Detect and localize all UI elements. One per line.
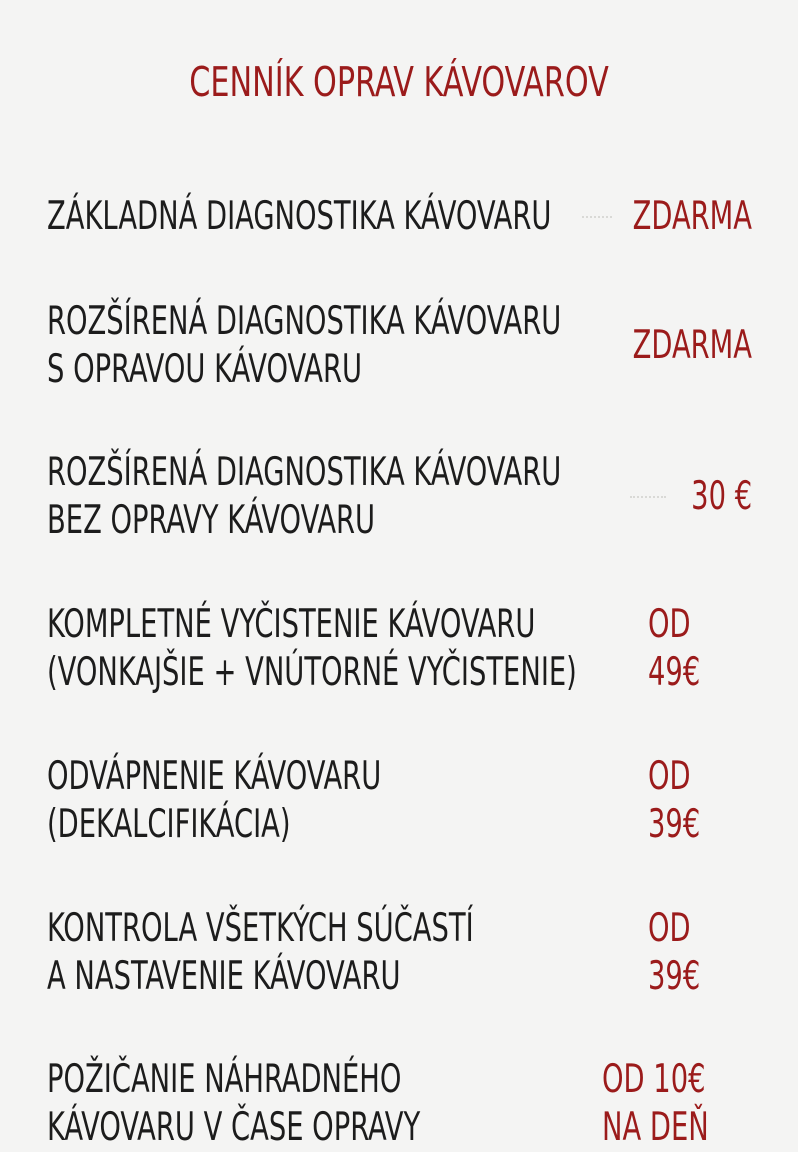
- service-name-line: ZÁKLADNÁ DIAGNOSTIKA KÁVOVARU: [47, 194, 552, 239]
- price-row-basic-diagnostics: [47, 193, 752, 241]
- service-name-line: ROZŠÍRENÁ DIAGNOSTIKA KÁVOVARU: [47, 299, 562, 344]
- service-name-line: (DEKALCIFIKÁCIA): [47, 802, 291, 847]
- service-name: [47, 905, 474, 1001]
- service-name: [47, 449, 561, 545]
- service-name: [47, 753, 381, 849]
- service-price: [648, 753, 700, 849]
- service-name: [47, 601, 577, 697]
- service-price: [633, 322, 752, 370]
- price-row-extended-diagnostics-without-repair: [47, 449, 752, 545]
- dot-leader: [630, 496, 666, 498]
- service-name-line: A NASTAVENIE KÁVOVARU: [47, 954, 401, 999]
- service-name: [47, 1056, 420, 1152]
- page-title: CENNÍK OPRAV KÁVOVAROV: [189, 58, 609, 106]
- service-price-line: 39€: [648, 802, 701, 847]
- service-price: [648, 905, 700, 1001]
- service-price: [633, 193, 752, 241]
- service-price-line: ZDARMA: [632, 323, 752, 368]
- service-price-line: ZDARMA: [632, 194, 752, 239]
- dot-leader: [582, 216, 612, 218]
- price-row-descaling: [47, 753, 752, 849]
- service-price-line: NA DEŇ: [602, 1105, 709, 1150]
- service-price-line: OD 10€: [602, 1057, 706, 1102]
- price-row-complete-cleaning: [47, 601, 752, 697]
- service-name-line: POŽIČANIE NÁHRADNÉHO: [47, 1057, 402, 1102]
- service-name-line: KOMPLETNÉ VYČISTENIE KÁVOVARU: [47, 602, 536, 647]
- service-price-line: 49€: [648, 650, 701, 695]
- price-row-extended-diagnostics-with-repair: [47, 298, 752, 394]
- service-name-line: S OPRAVOU KÁVOVARU: [47, 347, 363, 392]
- service-price: [648, 601, 700, 697]
- service-name-line: (VONKAJŠIE + VNÚTORNÉ VYČISTENIE): [47, 650, 577, 695]
- service-price-line: 39€: [648, 954, 701, 999]
- service-price-line: 30 €: [691, 474, 752, 519]
- service-name-line: ODVÁPNENIE KÁVOVARU: [47, 754, 382, 799]
- service-price-line: OD: [648, 754, 691, 799]
- service-price-line: OD: [648, 906, 691, 951]
- service-name-line: KONTROLA VŠETKÝCH SÚČASTÍ: [47, 906, 474, 951]
- service-name: [47, 193, 551, 241]
- service-price: [602, 1056, 709, 1152]
- service-name-line: KÁVOVARU V ČASE OPRAVY: [47, 1105, 421, 1150]
- service-name-line: BEZ OPRAVY KÁVOVARU: [47, 498, 376, 543]
- price-row-parts-check-and-setup: [47, 905, 752, 1001]
- service-price-line: OD: [648, 602, 691, 647]
- service-name: [47, 298, 561, 394]
- service-name-line: ROZŠÍRENÁ DIAGNOSTIKA KÁVOVARU: [47, 450, 562, 495]
- service-price: [691, 473, 752, 521]
- price-row-replacement-machine-rental: [47, 1056, 752, 1150]
